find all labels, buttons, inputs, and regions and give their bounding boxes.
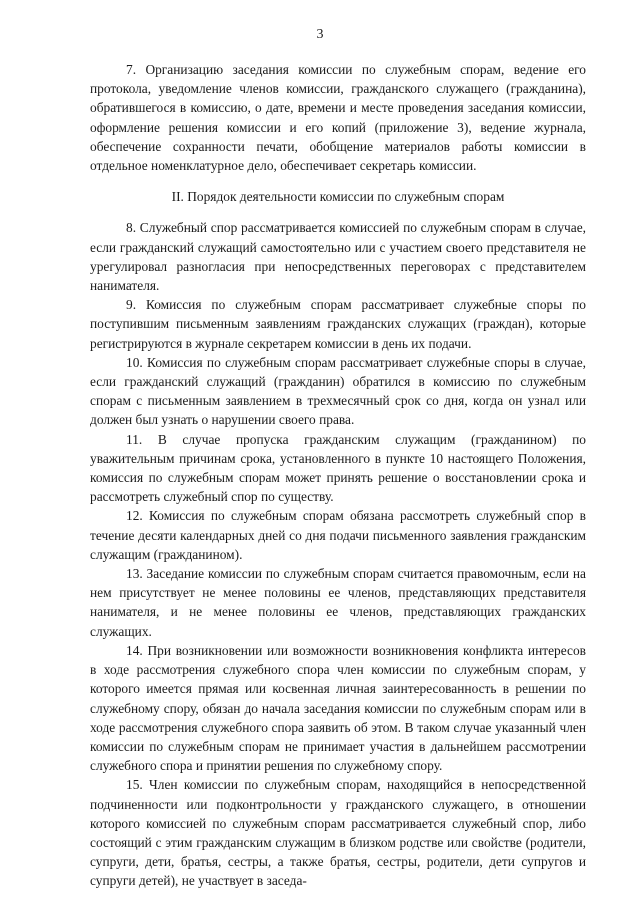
paragraph-10: 10. Комиссия по служебным спорам рассматривает служебные споры в случае, если гражданский служащий (гражданин) обратился в комиссию по служебным спорам с письменным заявлением в трехмесячный срок со дня, когда он узнал или должен был узнать о нарушении своего права.	[90, 354, 586, 428]
page-number: 3	[316, 27, 324, 42]
document-body	[90, 60, 586, 891]
paragraph-15: 15. Член комиссии по служебным спорам, находящийся в непосредственной подчиненности или подконтрольности у гражданского служащего, в отношении которого комиссией по служебным спорам рассматривается служебный спор, либо состоящий с этим гражданским служащим в близком родстве или свойстве (родители, супруги, дети, братья, сестры, а также братья, сестры, родители, дети супругов и супруги детей), не участвует в заседа-	[90, 777, 586, 889]
paragraph-13: 13. Заседание комиссии по служебным спорам считается правомочным, если на нем присутствует не менее половины ее членов, представляющих представителя нанимателя, и не менее половины ее членов, представляющих гражданских служащих.	[90, 566, 586, 639]
paragraph-14: 14. При возникновении или возможности возникновения конфликта интересов в ходе рассмотрения служебного спора член комиссии по служебным спорам, у которого имеется прямая или косвенная личная заинтересованность в решении по служебному спору, обязан до начала заседания комиссии по служебным спорам или в ходе рассмотрения служебного спора заявить об этом. В таком случае указанный член комиссии по служебным спорам не принимает участия в дальнейшем рассмотрении служебного спора и принятии решения по служебному спору.	[90, 642, 586, 774]
paragraph-7: 7. Организацию заседания комиссии по служебным спорам, ведение его протокола, уведомление членов комиссии, гражданского служащего (гражданина), обратившегося в комиссию, о дате, времени и месте проведения заседания комиссии, оформление решения комиссии и его копий (приложение 3), ведение журнала, обеспечение сохранности печати, обобщение материалов работы комиссии в отдельное номенклатурное дело, обеспечивает секретарь комиссии.	[90, 62, 586, 174]
section-heading: II. Порядок деятельности комиссии по служебным спорам	[171, 189, 505, 205]
paragraph-11: 11. В случае пропуска гражданским служащим (гражданином) по уважительным причинам срока, установленного в пункте 10 настоящего Положения, комиссия по служебным спорам может принять решение о восстановлении срока и рассмотреть служебный спор по существу.	[90, 431, 586, 505]
paragraph-9: 9. Комиссия по служебным спорам рассматривает служебные споры по поступившим письменным заявлениям гражданских служащих (граждан), которые регистрируются в журнале секретарем комиссии в день их подачи.	[90, 297, 586, 351]
paragraph-12: 12. Комиссия по служебным спорам обязана рассмотреть служебный спор в течение десяти календарных дней со дня подачи письменного заявления гражданским служащим (гражданином).	[90, 508, 586, 562]
paragraph-8: 8. Служебный спор рассматривается комиссией по служебным спорам в случае, если гражданский служащий самостоятельно или с участием своего представителя не урегулировал разногласия при непосредственных переговорах с представителем нанимателя.	[90, 220, 586, 294]
